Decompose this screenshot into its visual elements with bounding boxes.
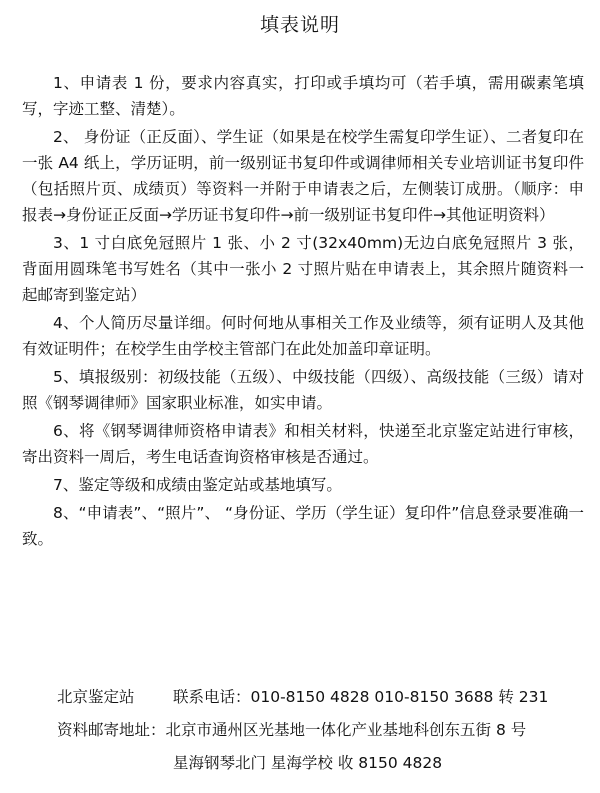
- station-name: 北京鉴定站: [57, 688, 135, 706]
- phone-numbers: 联系电话：010-8150 4828 010-8150 3688 转 231: [173, 688, 549, 706]
- address-label: 资料邮寄地址：: [57, 721, 166, 739]
- contact-address-row: [57, 719, 526, 741]
- instruction-item-6: 6、将《钢琴调律师资格申请表》和相关材料，快递至北京鉴定站进行审核，寄出资料一周后，考生电话查询资格审核是否通过。: [22, 422, 584, 466]
- instruction-item-4: 4、个人简历尽量详细。何时何地从事相关工作及业绩等，须有证明人及其他有效证明件；在校学生由学校主管部门在此处加盖印章证明。: [22, 314, 584, 358]
- instruction-item-3: 3、1 寸白底免冠照片 1 张、小 2 寸(32x40mm)无边白底免冠照片 3 张，背面用圆珠笔书写姓名（其中一张小 2 寸照片贴在申请表上，其余照片随资料一起邮寄到鉴定站）: [22, 234, 584, 304]
- contact-phone-row: [57, 686, 548, 708]
- mailing-address: 北京市通州区光基地一体化产业基地科创东五街 8 号: [165, 721, 527, 739]
- instruction-item-2: 2、 身份证（正反面）、学生证（如果是在校学生需复印学生证）、二者复印在一张 A4 纸上，学历证明，前一级别证书复印件或调律师相关专业培训证书复印件（包括照片页、成绩页）等资料一并附于申请表之后，左侧装订成册。（顺序：申报表→身份证正反面→学历证书复印件→前一级别证书复印件→其他证明资料）: [22, 128, 584, 224]
- instruction-item-8: 8、“申请表”、“照片”、 “身份证、学历（学生证）复印件”信息登录要准确一致。: [22, 504, 584, 548]
- instruction-list: [22, 70, 584, 554]
- instruction-item-7: 7、鉴定等级和成绩由鉴定站或基地填写。: [53, 476, 342, 494]
- contact-recipient-row: 星海钢琴北门 星海学校 收 8150 4828: [173, 754, 443, 772]
- instruction-item-1: 1、申请表 1 份，要求内容真实，打印或手填均可（若手填，需用碳素笔填写，字迹工整、清楚）。: [22, 74, 584, 118]
- instruction-item-5: 5、填报级别：初级技能（五级）、中级技能（四级）、高级技能（三级）请对照《钢琴调律师》国家职业标准，如实申请。: [22, 368, 584, 412]
- page-title: 填表说明: [259, 14, 340, 36]
